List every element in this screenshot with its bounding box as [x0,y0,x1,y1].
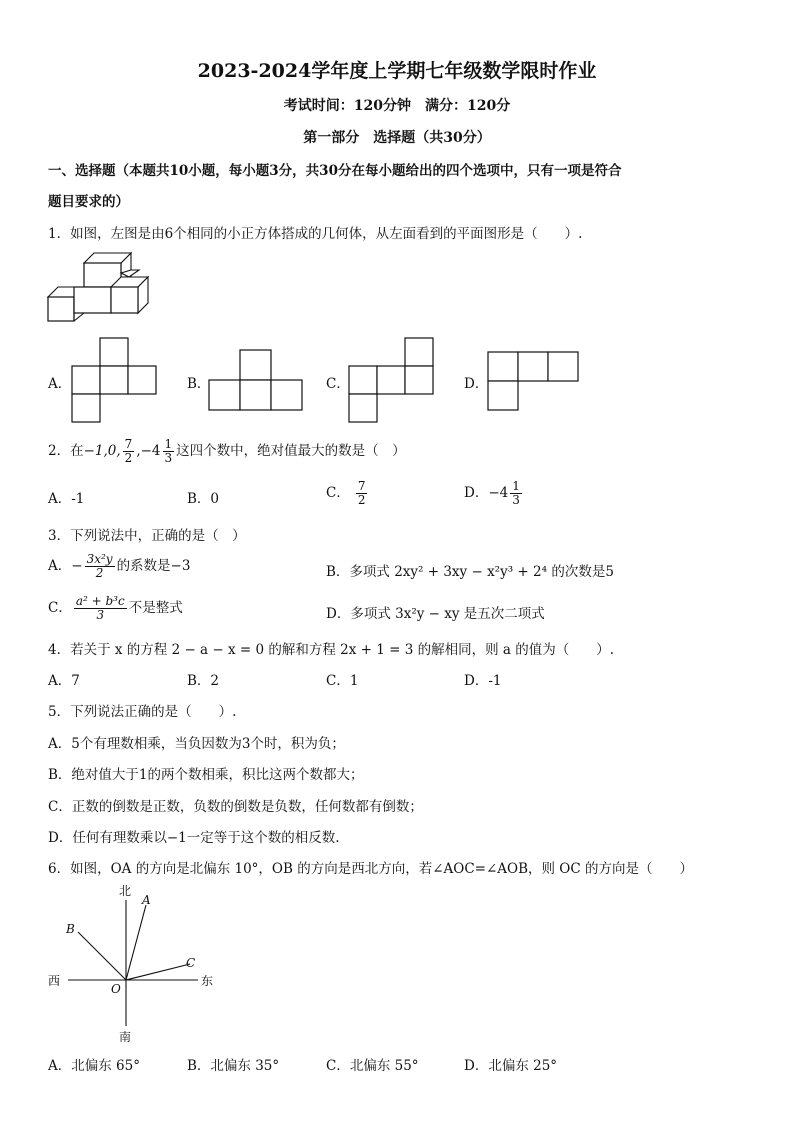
label-a: A [142,893,151,907]
q6-option-a: A．北偏东 65° [48,1058,140,1074]
q4-option-d: D．-1 [464,673,502,689]
q4-option-c: C．1 [326,673,359,689]
q3-option-a: A．− $\frac{\text{3x²y}}{2}$ 的系数是−3 [48,552,191,580]
q5-option-d: D．任何有理数乘以−1一定等于这个数的相反数. [48,830,340,846]
label-o: O [111,982,121,996]
q4-option-a: A．7 [48,673,80,689]
q2-fraction-one-third: $\frac{1}{3}$ [164,437,173,465]
q2-option-a: A．-1 [48,491,85,507]
q1-option-a-figure [72,338,156,422]
q1-option-d-label: D． [464,376,489,392]
q2-number-list: −1,0, [83,443,121,459]
q5-option-a: A．5个有理数相乘，当负因数为3个时，积为负； [48,736,345,752]
q2-mixed-number: ,−4 [136,443,161,459]
cube-stack-drawing [48,253,148,321]
q6-option-c: C．北偏东 55° [326,1058,419,1074]
label-west: 西 [48,974,61,988]
q4-stem: 4．若关于 x 的方程 2 − a − x = 0 的解和方程 2x + 1 = 3 的解相同，则 a 的值为（ ）. [48,642,615,658]
q1-option-c-label: C． [326,376,350,392]
q2-stem-end: 这四个数中，绝对值最大的数是（ ） [176,443,406,459]
q1-option-b-figure [209,350,302,410]
q2-option-c: C． $\frac{7}{2}$ [326,479,366,507]
q5-stem: 5．下列说法正确的是（ ）. [48,704,237,720]
label-b: B [66,922,75,936]
q2-fraction-seven-halves: $\frac{7}{2}$ [124,437,133,465]
ray-oc [126,964,190,980]
label-east: 东 [201,974,214,988]
q4-option-b: B．2 [187,673,220,689]
section-instructions-line1: 一、选择题（本题共10小题，每小题3分，共30分在每小题给出的四个选项中，只有一项是符合 [48,163,622,179]
q6-direction-diagram [68,900,198,1026]
page-title: 2023-2024学年度上学期七年级数学限时作业 [197,60,597,82]
q2-stem [48,438,406,465]
q1-option-c-figure [349,338,433,422]
q2-stem-start: 2．在 [48,443,84,459]
q2-option-d: D．−4 $\frac{1}{3}$ [464,479,520,507]
q1-option-b-label: B． [187,376,211,392]
q1-option-a-label: A． [48,376,72,392]
q6-option-d: D．北偏东 25° [464,1058,558,1074]
q2-option-b: B．0 [187,491,220,507]
q1-option-d-figure [488,352,578,410]
ray-oa [126,905,146,980]
q5-option-c: C．正数的倒数是正数，负数的倒数是负数，任何数都有倒数； [48,799,423,815]
section-instructions-line2: 题目要求的） [48,194,129,210]
q5-option-b: B．绝对值大于1的两个数相乘，积比这两个数都大； [48,767,364,783]
label-c: C [186,956,196,970]
q3-stem: 3．下列说法中，正确的是（ ） [48,528,246,544]
label-south: 南 [119,1030,132,1044]
label-north: 北 [119,884,132,898]
q3-option-c: C． $\frac{\text{a² + b³c}}{3}$ 不是整式 [48,594,183,622]
q6-stem: 6．如图，OA 的方向是北偏东 10°，OB 的方向是西北方向，若∠AOC=∠AOB，则 OC 的方向是（ ） [48,861,693,877]
q1-stem: 1．如图，左图是由6个相同的小正方体搭成的几何体，从左面看到的平面图形是（ ）. [48,226,583,242]
q3-option-d: D．多项式 3x²y − xy 是五次二项式 [326,606,545,622]
exam-info: 考试时间：120分钟 满分：120分 [283,98,511,114]
q3-option-b: B．多项式 2xy² + 3xy − x²y³ + 2⁴ 的次数是5 [326,564,614,580]
q6-option-b: B．北偏东 35° [187,1058,280,1074]
ray-ob [78,932,126,980]
part-heading: 第一部分 选择题（共30分） [303,130,491,146]
